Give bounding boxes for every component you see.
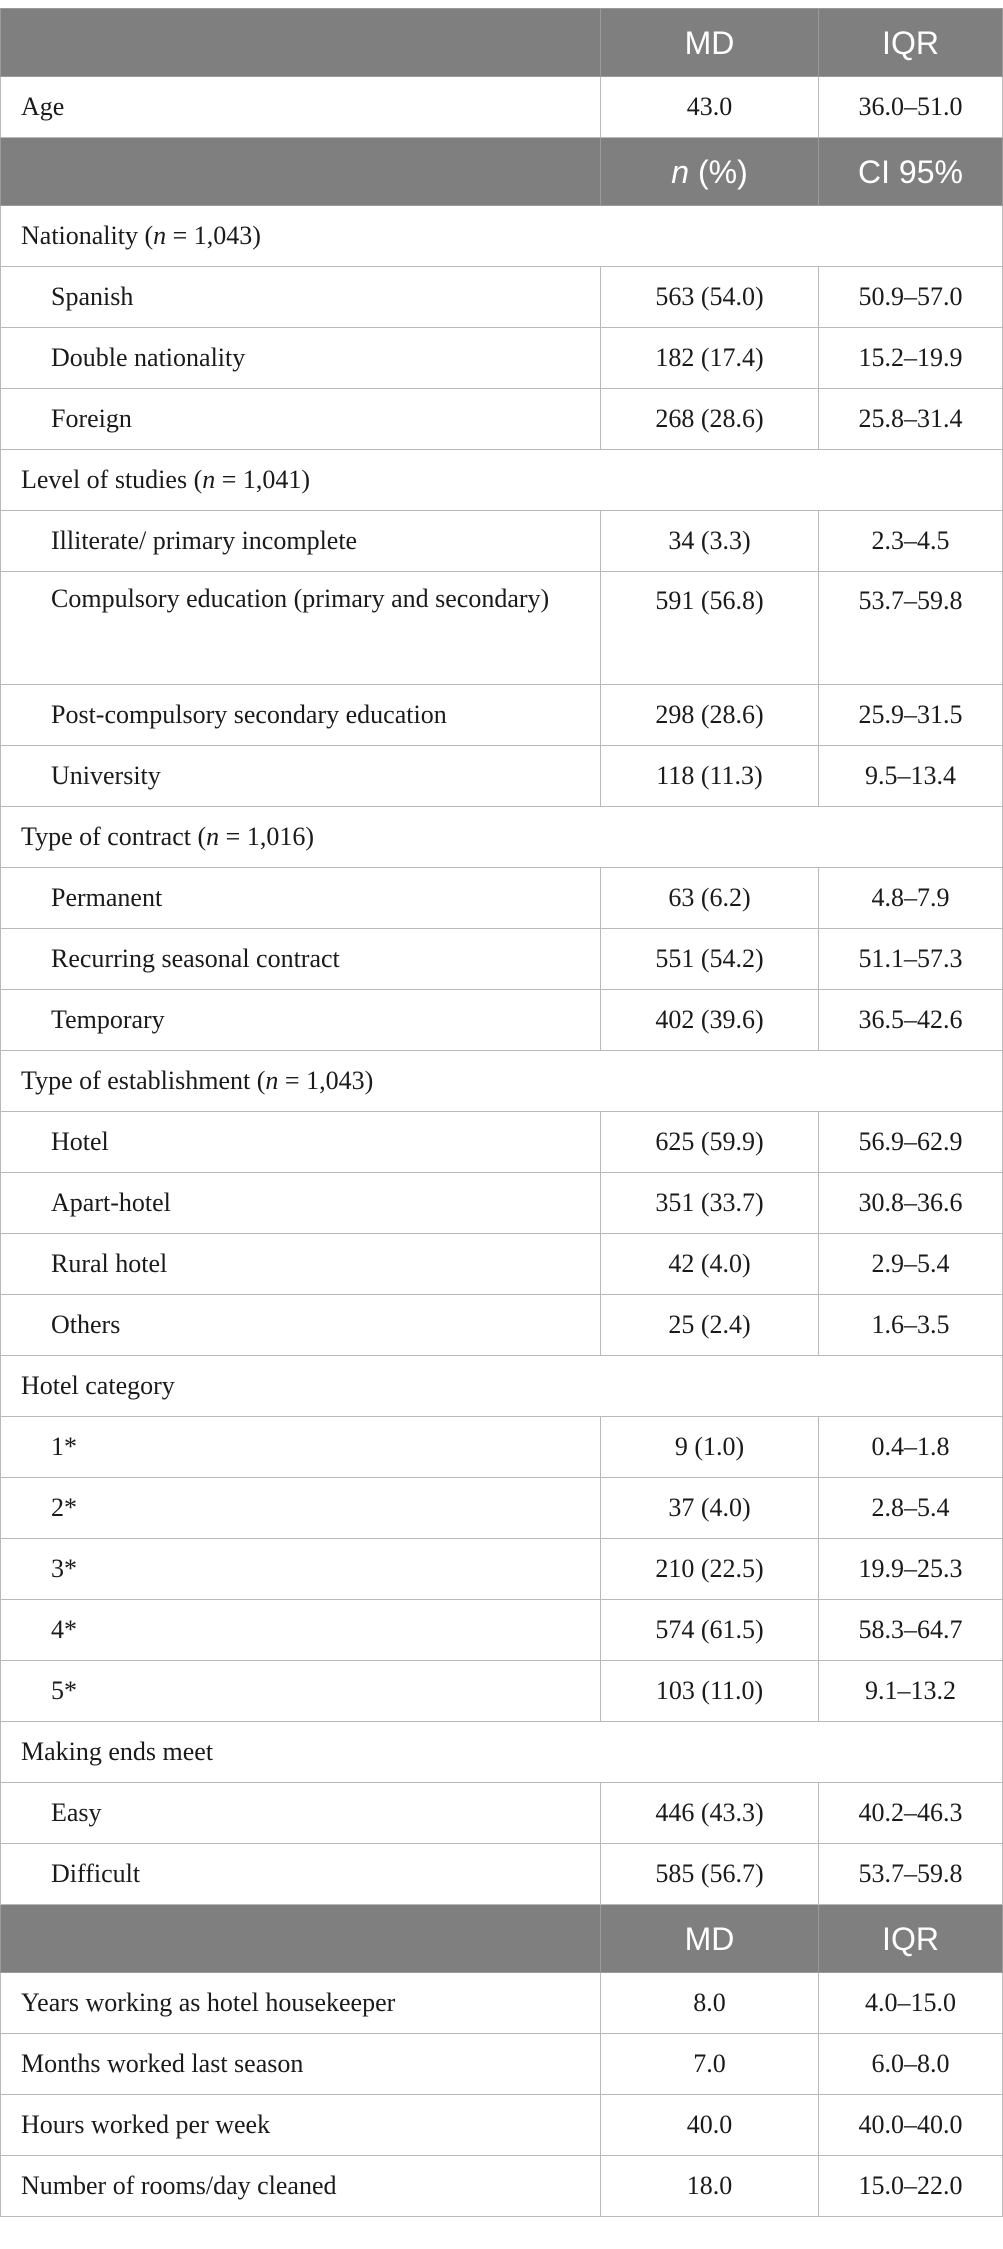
group-count: = 1,043) <box>166 221 261 250</box>
table-row-age <box>1 77 1003 138</box>
row-label: 4* <box>1 1600 601 1661</box>
group-row-ends <box>1 1722 1003 1783</box>
row-label: 2* <box>1 1478 601 1539</box>
row-value: 298 (28.6) <box>601 685 819 746</box>
row-md: 8.0 <box>601 1973 819 2034</box>
row-ci: 1.6–3.5 <box>819 1295 1003 1356</box>
table-row <box>1 572 1003 685</box>
row-label: 3* <box>1 1539 601 1600</box>
row-label: University <box>1 746 601 807</box>
header-empty-cell <box>1 1905 601 1973</box>
row-label: Months worked last season <box>1 2034 601 2095</box>
group-count: = 1,043) <box>278 1066 374 1095</box>
header-empty-cell <box>1 9 601 77</box>
row-iqr: 6.0–8.0 <box>819 2034 1003 2095</box>
row-value: 210 (22.5) <box>601 1539 819 1600</box>
table-row <box>1 1234 1003 1295</box>
table-row <box>1 1600 1003 1661</box>
row-value: 591 (56.8) <box>601 572 819 685</box>
table-row <box>1 2156 1003 2217</box>
header-row-md-iqr <box>1 9 1003 77</box>
row-ci: 40.2–46.3 <box>819 1783 1003 1844</box>
header-ci95: CI 95% <box>819 138 1003 206</box>
table-row <box>1 511 1003 572</box>
header-md: MD <box>601 1905 819 1973</box>
row-label: Temporary <box>1 990 601 1051</box>
row-label: Double nationality <box>1 328 601 389</box>
row-label: Rural hotel <box>1 1234 601 1295</box>
header-empty-cell <box>1 138 601 206</box>
group-title-text: Type of contract ( <box>21 822 207 851</box>
row-label: Hotel <box>1 1112 601 1173</box>
row-ci: 15.2–19.9 <box>819 328 1003 389</box>
row-label: Spanish <box>1 267 601 328</box>
table-row <box>1 328 1003 389</box>
group-row-category <box>1 1356 1003 1417</box>
group-title-text: Level of studies ( <box>21 465 203 494</box>
table-row <box>1 685 1003 746</box>
row-ci: 25.8–31.4 <box>819 389 1003 450</box>
row-label: Post-compulsory secondary education <box>1 685 601 746</box>
row-iqr: 36.0–51.0 <box>819 77 1003 138</box>
group-n-italic: n <box>153 221 167 250</box>
row-label: Foreign <box>1 389 601 450</box>
header-row-n-ci <box>1 138 1003 206</box>
group-row-establishment <box>1 1051 1003 1112</box>
row-value: 351 (33.7) <box>601 1173 819 1234</box>
row-ci: 19.9–25.3 <box>819 1539 1003 1600</box>
row-ci: 30.8–36.6 <box>819 1173 1003 1234</box>
row-value: 37 (4.0) <box>601 1478 819 1539</box>
table-row <box>1 1478 1003 1539</box>
group-title-text: Hotel category <box>21 1371 175 1400</box>
table-row <box>1 389 1003 450</box>
row-value: 34 (3.3) <box>601 511 819 572</box>
row-iqr: 15.0–22.0 <box>819 2156 1003 2217</box>
row-md: 7.0 <box>601 2034 819 2095</box>
group-count: = 1,016) <box>219 822 314 851</box>
group-title <box>1 450 1003 511</box>
row-md: 40.0 <box>601 2095 819 2156</box>
row-label: Years working as hotel housekeeper <box>1 1973 601 2034</box>
row-value: 625 (59.9) <box>601 1112 819 1173</box>
table-row <box>1 1539 1003 1600</box>
row-md: 18.0 <box>601 2156 819 2217</box>
row-ci: 36.5–42.6 <box>819 990 1003 1051</box>
group-row-contract <box>1 807 1003 868</box>
row-value: 268 (28.6) <box>601 389 819 450</box>
row-value: 563 (54.0) <box>601 267 819 328</box>
group-title <box>1 206 1003 267</box>
row-label: Difficult <box>1 1844 601 1905</box>
table-row <box>1 746 1003 807</box>
group-count: = 1,041) <box>215 465 311 494</box>
table-row <box>1 267 1003 328</box>
group-row-nationality <box>1 206 1003 267</box>
row-value: 574 (61.5) <box>601 1600 819 1661</box>
row-value: 9 (1.0) <box>601 1417 819 1478</box>
row-value: 103 (11.0) <box>601 1661 819 1722</box>
header-iqr: IQR <box>819 1905 1003 1973</box>
table-row <box>1 868 1003 929</box>
group-title <box>1 1356 1003 1417</box>
groups-body <box>1 206 1003 1905</box>
group-title-text: Nationality ( <box>21 221 154 250</box>
header-iqr: IQR <box>819 9 1003 77</box>
group-title <box>1 1722 1003 1783</box>
row-label: Illiterate/ primary incomplete <box>1 511 601 572</box>
row-ci: 25.9–31.5 <box>819 685 1003 746</box>
row-label: Easy <box>1 1783 601 1844</box>
row-ci: 4.8–7.9 <box>819 868 1003 929</box>
table-row <box>1 1173 1003 1234</box>
header-n-percent <box>601 138 819 206</box>
row-md: 43.0 <box>601 77 819 138</box>
table-row <box>1 1973 1003 2034</box>
row-value: 25 (2.4) <box>601 1295 819 1356</box>
table-row <box>1 1661 1003 1722</box>
row-ci: 53.7–59.8 <box>819 1844 1003 1905</box>
row-ci: 2.8–5.4 <box>819 1478 1003 1539</box>
group-title-text: Making ends meet <box>21 1737 214 1766</box>
group-title <box>1 807 1003 868</box>
row-value: 402 (39.6) <box>601 990 819 1051</box>
group-n-italic: n <box>206 822 220 851</box>
group-title <box>1 1051 1003 1112</box>
header-percent: (%) <box>689 153 748 190</box>
work-body <box>1 1973 1003 2217</box>
row-value: 182 (17.4) <box>601 328 819 389</box>
housekeeper-characteristics-table <box>0 8 1003 2217</box>
row-ci: 9.1–13.2 <box>819 1661 1003 1722</box>
row-iqr: 4.0–15.0 <box>819 1973 1003 2034</box>
row-value: 118 (11.3) <box>601 746 819 807</box>
table-row <box>1 2034 1003 2095</box>
table-row <box>1 1783 1003 1844</box>
row-value: 42 (4.0) <box>601 1234 819 1295</box>
row-ci: 2.3–4.5 <box>819 511 1003 572</box>
row-value: 551 (54.2) <box>601 929 819 990</box>
group-n-italic: n <box>265 1066 279 1095</box>
row-iqr: 40.0–40.0 <box>819 2095 1003 2156</box>
row-value: 585 (56.7) <box>601 1844 819 1905</box>
row-label: Apart-hotel <box>1 1173 601 1234</box>
row-label: 5* <box>1 1661 601 1722</box>
table-row <box>1 1844 1003 1905</box>
row-label: Age <box>1 77 601 138</box>
row-value: 63 (6.2) <box>601 868 819 929</box>
row-ci: 9.5–13.4 <box>819 746 1003 807</box>
header-md: MD <box>601 9 819 77</box>
row-label: Compulsory education (primary and secondary) <box>1 572 601 685</box>
row-label: Recurring seasonal contract <box>1 929 601 990</box>
table-row <box>1 929 1003 990</box>
row-value: 446 (43.3) <box>601 1783 819 1844</box>
row-ci: 56.9–62.9 <box>819 1112 1003 1173</box>
group-row-studies <box>1 450 1003 511</box>
row-label: 1* <box>1 1417 601 1478</box>
table-row <box>1 2095 1003 2156</box>
row-ci: 50.9–57.0 <box>819 267 1003 328</box>
row-ci: 51.1–57.3 <box>819 929 1003 990</box>
table-row <box>1 990 1003 1051</box>
row-ci: 58.3–64.7 <box>819 1600 1003 1661</box>
header-row-md-iqr-2 <box>1 1905 1003 1973</box>
row-label: Others <box>1 1295 601 1356</box>
table-row <box>1 1417 1003 1478</box>
row-label: Permanent <box>1 868 601 929</box>
row-ci: 53.7–59.8 <box>819 572 1003 685</box>
group-title-text: Type of establishment ( <box>21 1066 266 1095</box>
row-ci: 0.4–1.8 <box>819 1417 1003 1478</box>
group-n-italic: n <box>202 465 216 494</box>
table-row <box>1 1295 1003 1356</box>
row-label: Number of rooms/day cleaned <box>1 2156 601 2217</box>
table-row <box>1 1112 1003 1173</box>
row-ci: 2.9–5.4 <box>819 1234 1003 1295</box>
row-label: Hours worked per week <box>1 2095 601 2156</box>
header-n-italic: n <box>671 153 690 190</box>
